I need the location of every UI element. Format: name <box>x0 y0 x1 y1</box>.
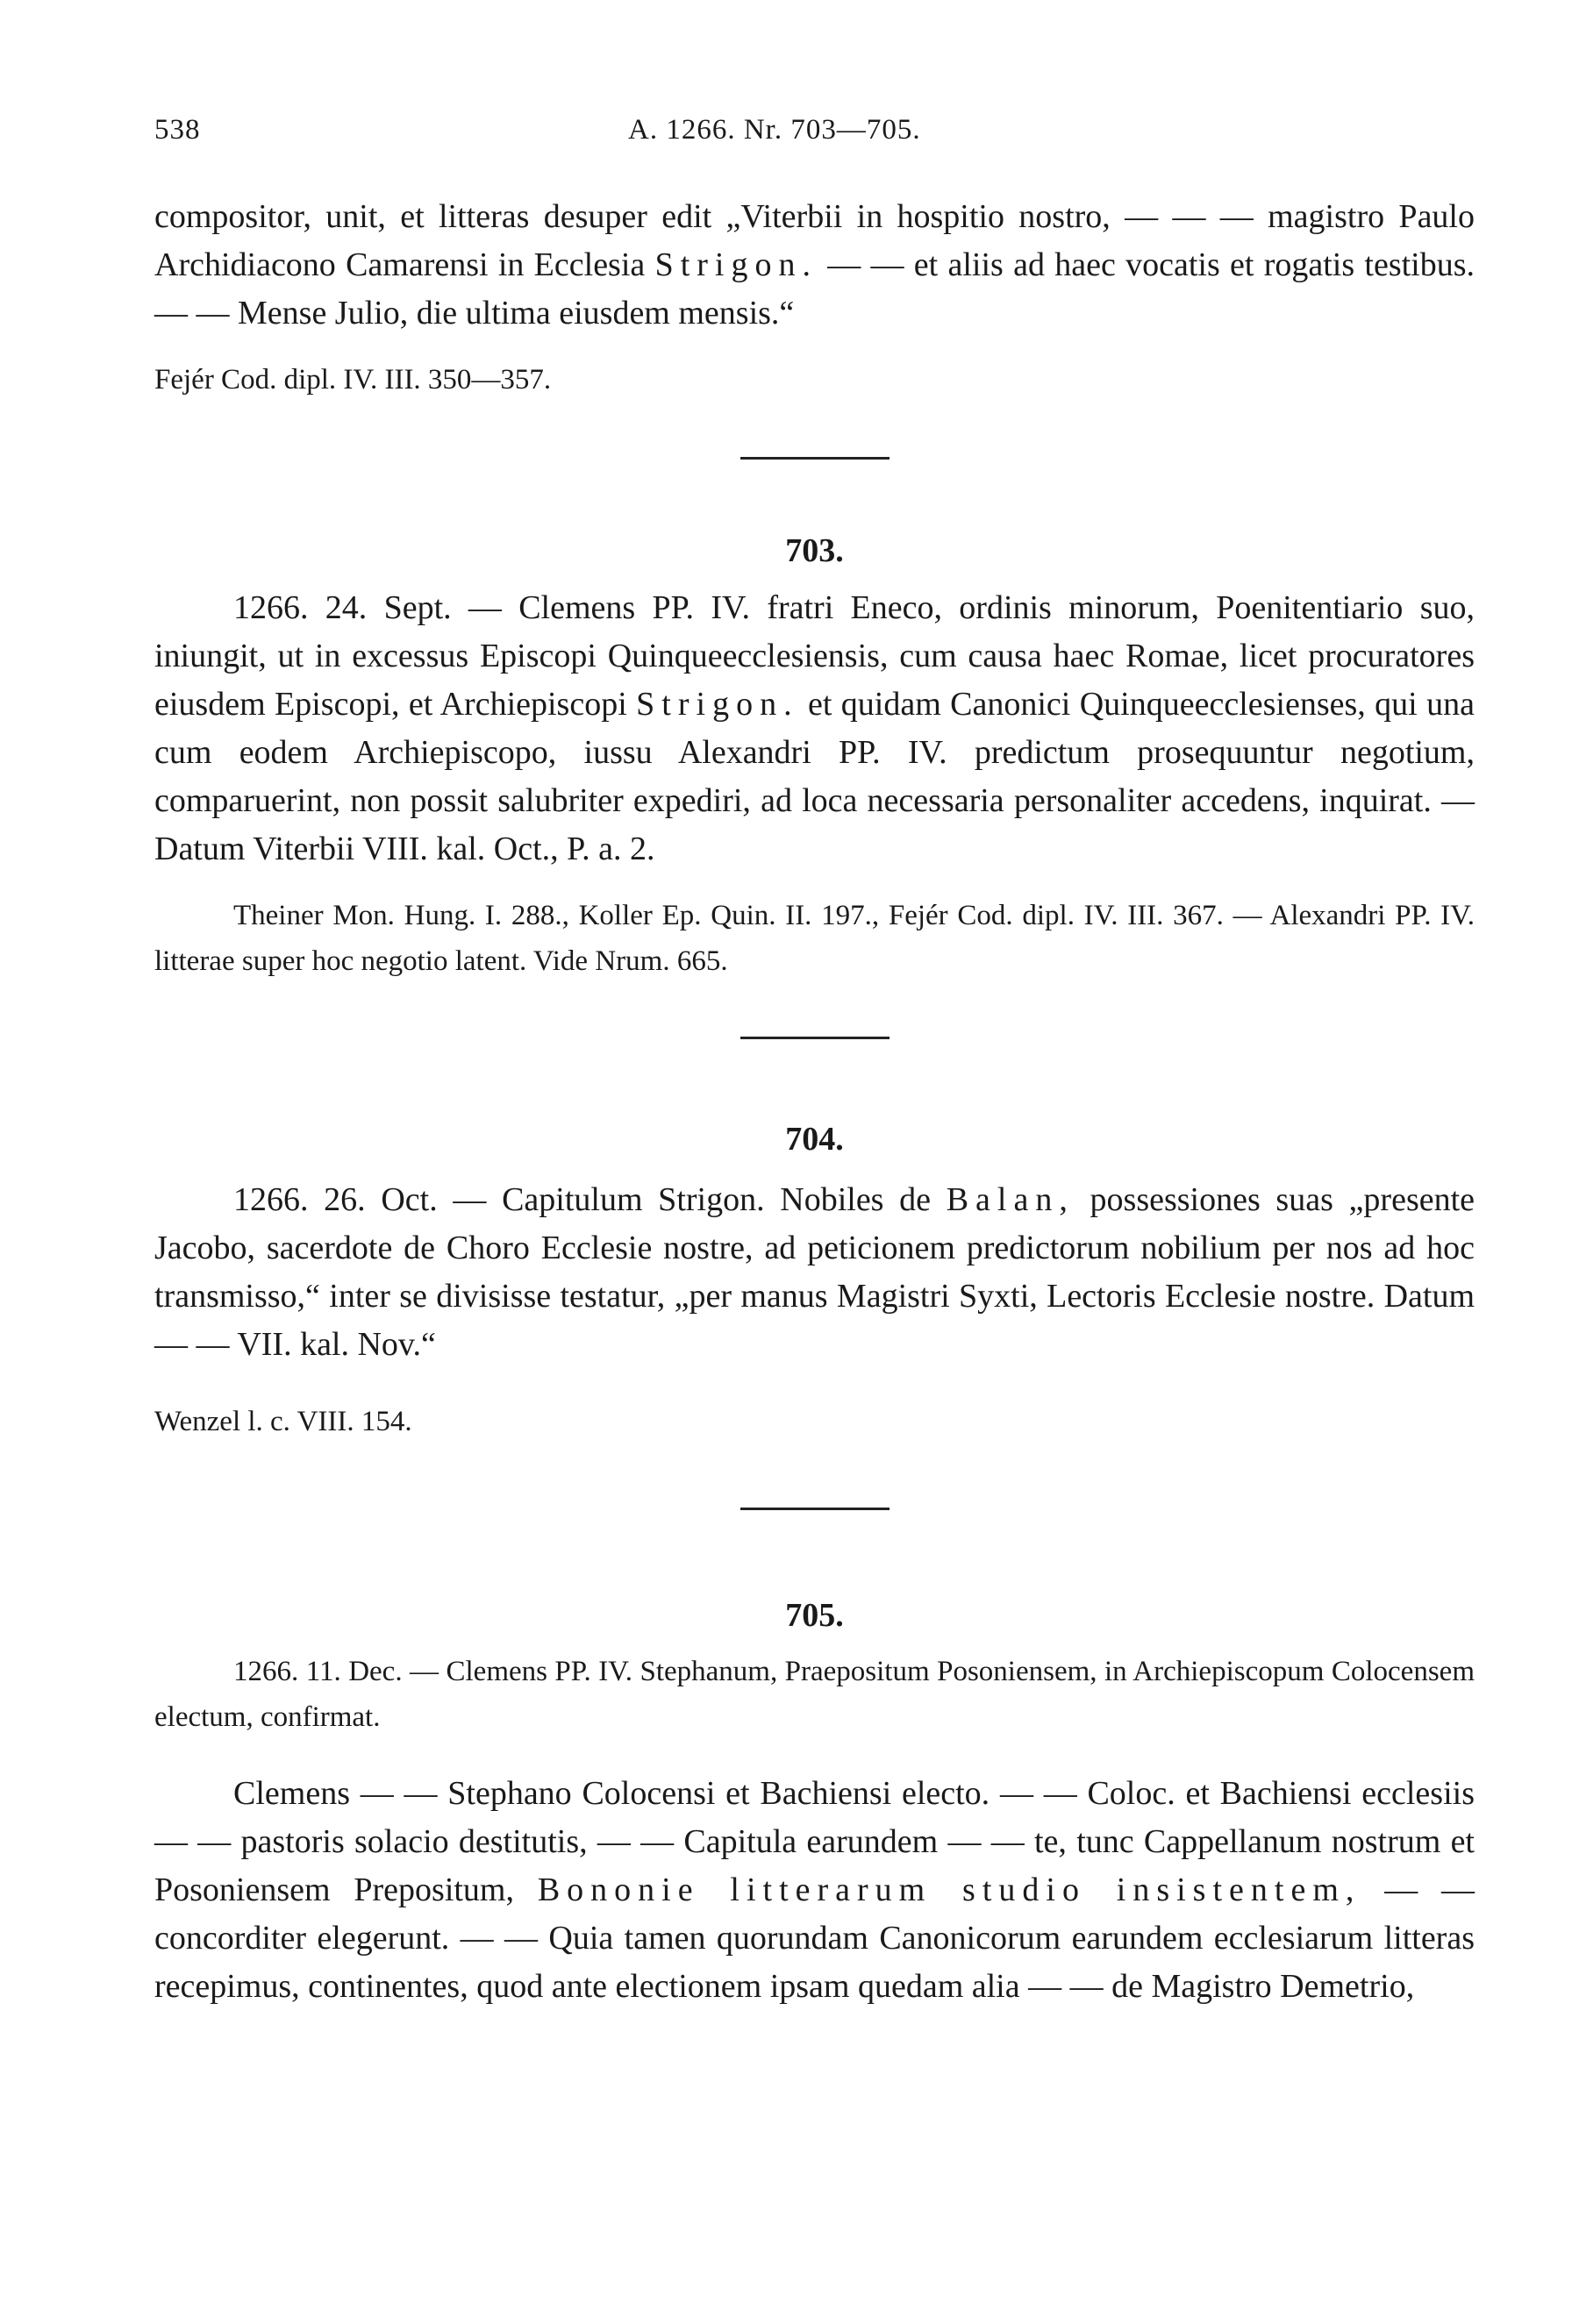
document-703-text-a: 1266. 24. Sept. — Clemens PP. IV. fratri Eneco, ordinis minorum, Poenitentiario suo, iniungit, ut in excessus Episcopi Quinqueecclesiensis, cum causa haec Romae, licet procuratores eiusdem Episcopi, et Archiepiscopi <box>154 589 1475 723</box>
place-name: Balan, <box>946 1181 1075 1218</box>
place-name: Strigon. <box>636 686 799 723</box>
spaced-phrase: Bononie litterarum studio insistentem, <box>537 1871 1361 1908</box>
document-705-text <box>154 1770 1475 2011</box>
citation: Wenzel l. c. VIII. 154. <box>154 1406 412 1437</box>
document-705-text-a: Clemens — — Stephano Colocensi et Bachiensi electo. — — Coloc. et Bachiensi ecclesiis — — pastoris solacio destitutis, — — Capitula earundem — — te, tunc Cappellanum nostrum et Posoniensem Prepositum, <box>154 1775 1475 1908</box>
document-704-text-b: possessiones suas „presente Jacobo, sacerdote de Choro Ecclesie nostre, ad peticionem predictorum nobilium per nos ad hoc transmisso,“ inter se divisisse testatur, „per manus Magistri Syxti, Lectoris Ecclesie nostre. Datum — — VII. kal. Nov.“ <box>154 1181 1475 1363</box>
running-title: A. 1266. Nr. 703—705. <box>628 114 921 146</box>
document-number-704: 704. <box>785 1121 844 1158</box>
continuation-paragraph <box>154 193 1475 338</box>
document-705-text-b: — — concorditer elegerunt. — — Quia tamen quorundam Canonicorum earundem ecclesiarum litteras recepimus, continentes, quod ante electionem ipsam quedam alia — — de Magistro Demetrio, <box>154 1871 1475 2005</box>
continuation-text: compositor, unit, et litteras desuper edit „Viterbii in hospitio nostro, — — — magistro Paulo Archidiacono Camarensi in Ecclesia <box>154 198 1475 283</box>
document-703-text-b: et quidam Canonici Quinqueecclesienses, qui una cum eodem Archiepiscopo, iussu Alexandri PP. IV. predictum prosequuntur negotium, comparuerint, non possit salubriter expediri, ad loca necessaria personaliter accedens, inquirat. — Datum Viterbii VIII. kal. Oct., P. a. 2. <box>154 686 1475 867</box>
page <box>154 114 1475 2011</box>
document-number-703: 703. <box>785 532 844 569</box>
document-703-note: Theiner Mon. Hung. I. 288., Koller Ep. Quin. II. 197., Fejér Cod. dipl. IV. III. 367. — Alexandri PP. IV. litterae super hoc negotio latent. Vide Nrum. 665. <box>154 900 1475 977</box>
document-704-text <box>154 1176 1475 1369</box>
document-703-text <box>154 584 1475 873</box>
running-head <box>154 114 1475 149</box>
document-number-705: 705. <box>785 1597 844 1634</box>
citation: Fejér Cod. dipl. IV. III. 350—357. <box>154 364 552 396</box>
place-name: Strigon. <box>654 246 818 283</box>
page-number: 538 <box>154 114 201 146</box>
document-704-text-a: 1266. 26. Oct. — Capitulum Strigon. Nobiles de <box>233 1181 932 1218</box>
continuation-text-after: — — et aliis ad haec vocatis et rogatis testibus. — — Mense Julio, die ultima eiusdem mensis.“ <box>154 246 1475 331</box>
document-705-summary: 1266. 11. Dec. — Clemens PP. IV. Stephanum, Praepositum Posoniensem, in Archiepiscopum Colocensem electum, confirmat. <box>154 1656 1475 1733</box>
